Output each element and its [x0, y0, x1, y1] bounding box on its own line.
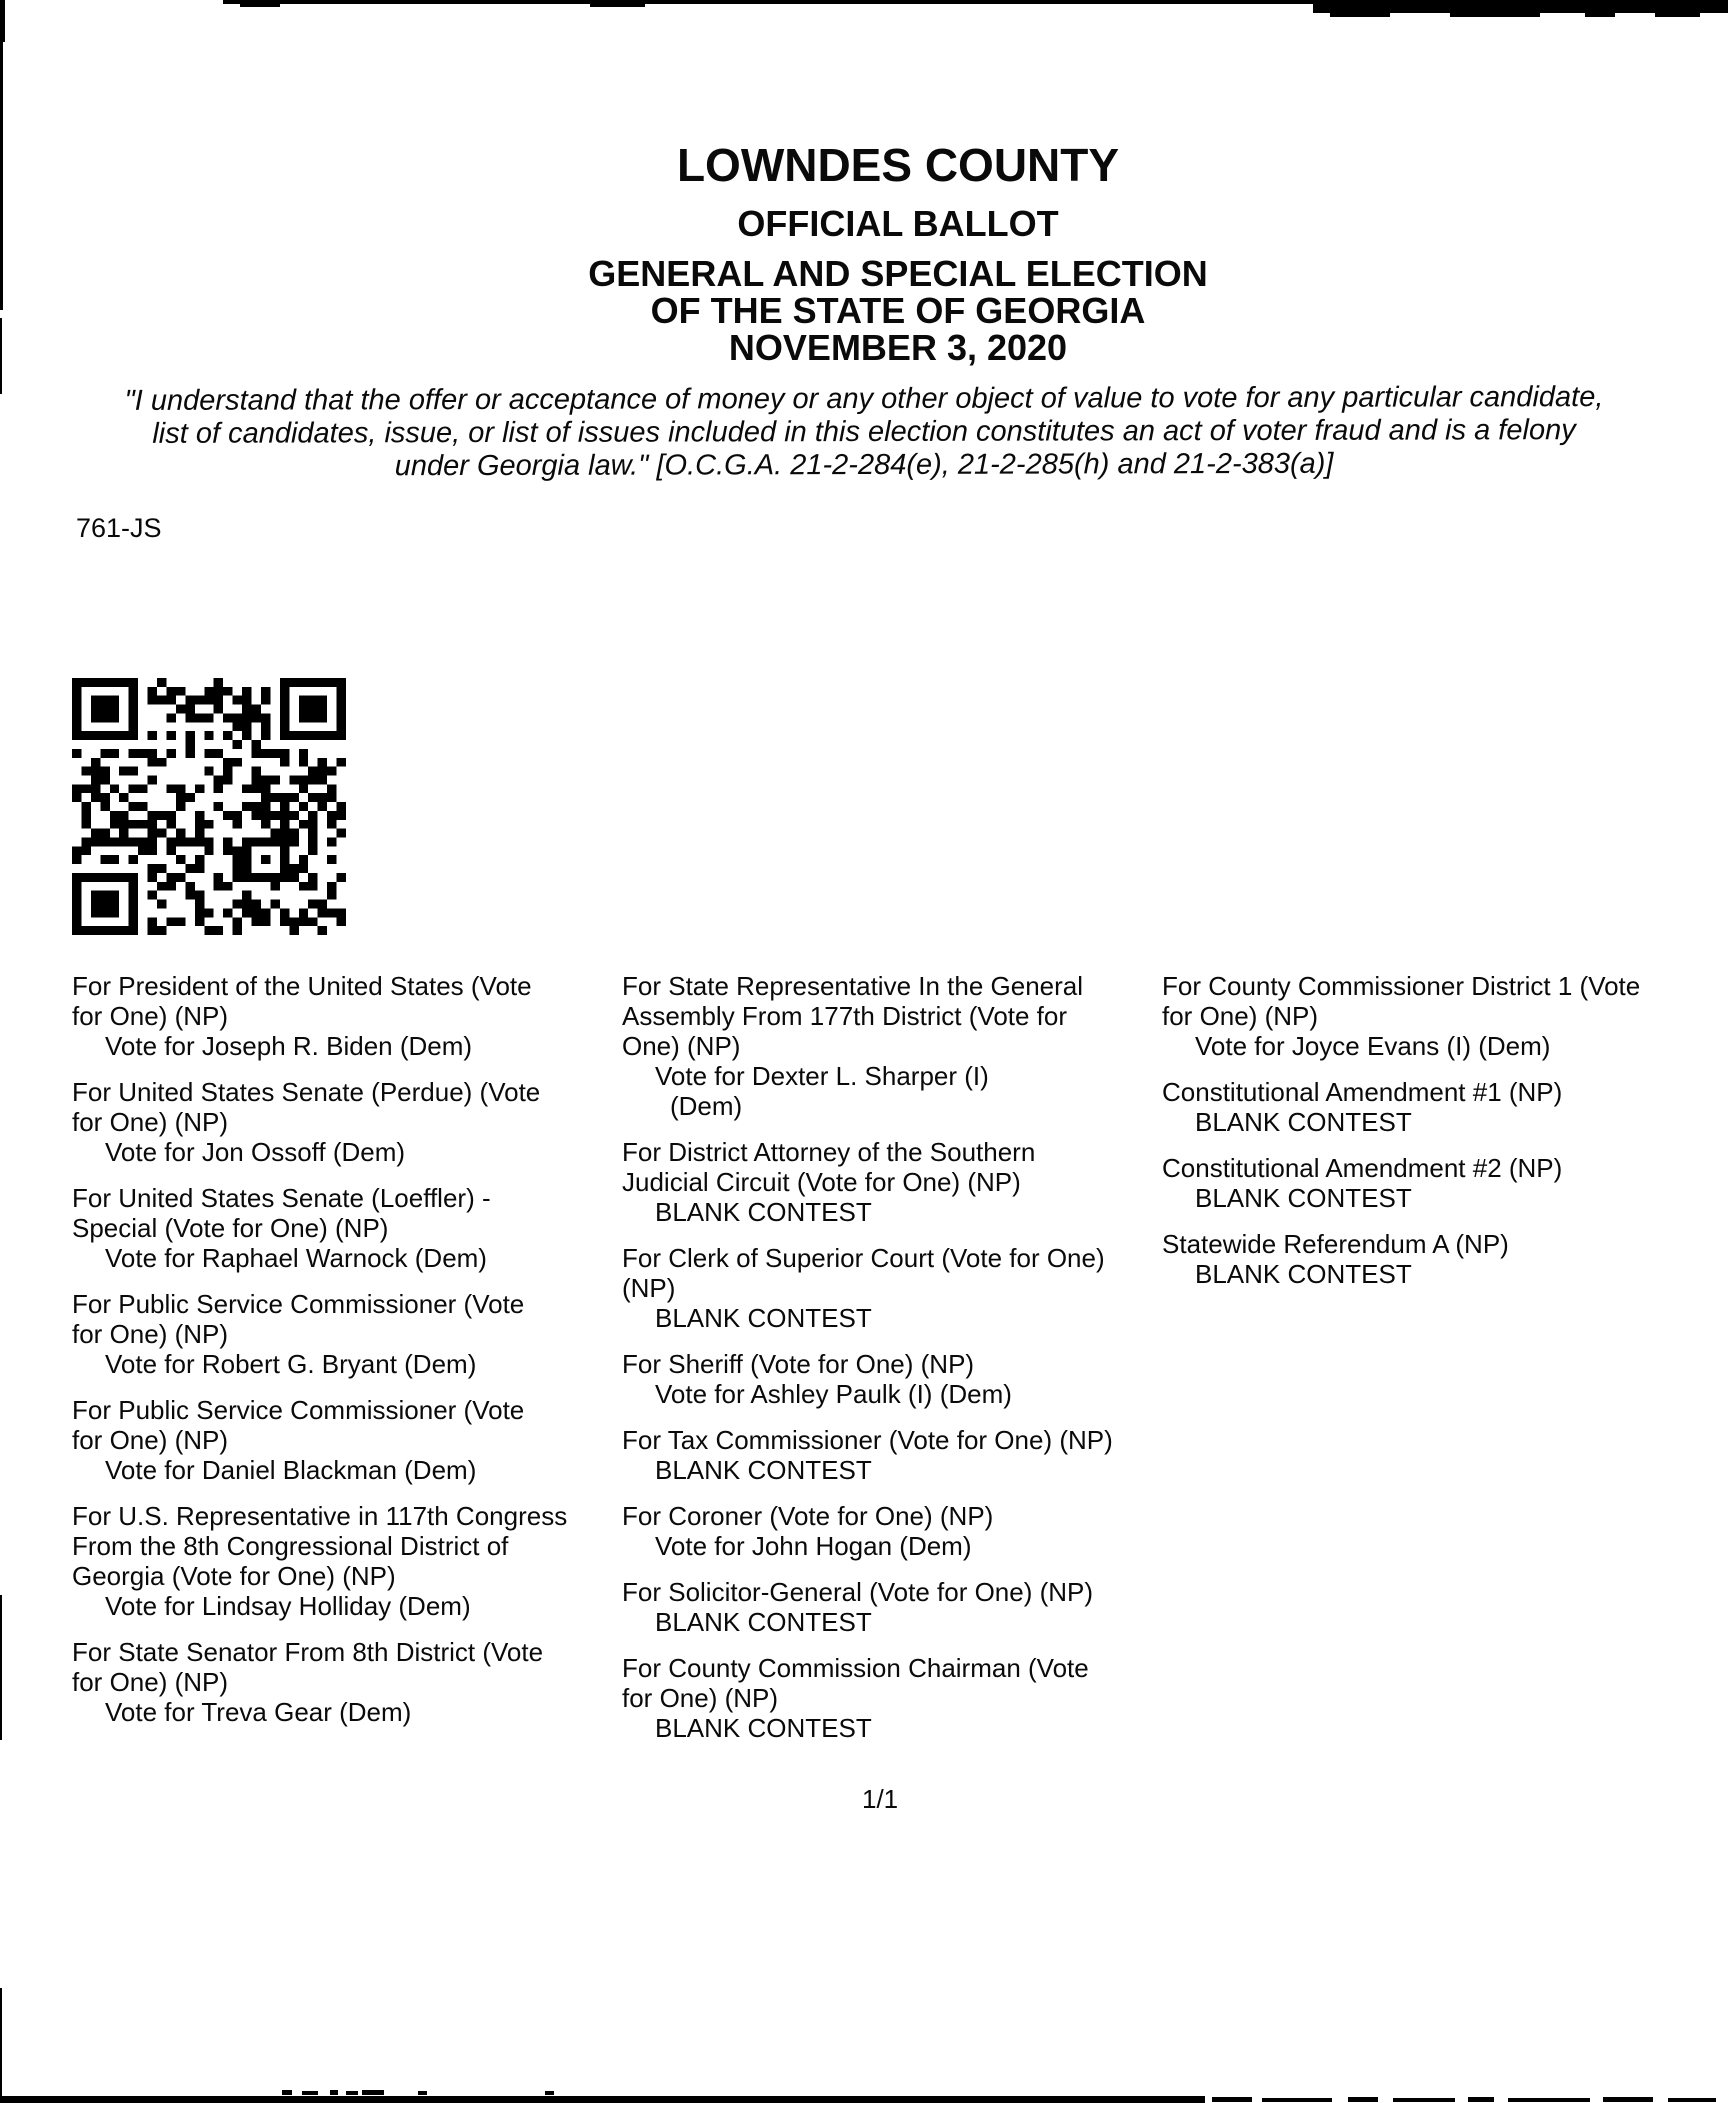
- scan-artifact: [362, 2090, 384, 2095]
- contest-selection-line: Vote for Dexter L. Sharper (I): [655, 1061, 989, 1091]
- contest-selection-line: BLANK CONTEST: [1195, 1107, 1412, 1137]
- contest: [72, 1077, 620, 1167]
- disclaimer-line: list of candidates, issue, or list of issues included in this election constitutes an act of voter fraud and is a felony: [152, 414, 1576, 450]
- scan-artifact: [0, 2096, 1205, 2103]
- scan-artifact: [1393, 2098, 1455, 2102]
- contest-title-line: For United States Senate (Perdue) (Vote: [72, 1077, 541, 1107]
- contest-title-line: for One) (NP): [1162, 1001, 1319, 1031]
- contest: [622, 1577, 1174, 1637]
- scan-artifact: [330, 2090, 338, 2095]
- contest: [622, 1243, 1174, 1333]
- contest-title-line: One) (NP): [622, 1031, 741, 1061]
- contest-title-line: Special (Vote for One) (NP): [72, 1213, 389, 1243]
- contest: [72, 1183, 620, 1273]
- contest-column-2: [622, 971, 1174, 1759]
- contest: [72, 1395, 620, 1485]
- contest-selection-line: Vote for Treva Gear (Dem): [105, 1697, 412, 1727]
- contest-title-line: For United States Senate (Loeffler) -: [72, 1183, 491, 1213]
- contest-selection-line: Vote for Lindsay Holliday (Dem): [105, 1591, 471, 1621]
- contest-title-line: (NP): [622, 1273, 676, 1303]
- contest-selection-line: BLANK CONTEST: [655, 1455, 872, 1485]
- scan-artifact: [1468, 2097, 1494, 2102]
- scan-artifact: [418, 2091, 427, 2095]
- contest-selection-line: Vote for Joseph R. Biden (Dem): [105, 1031, 473, 1061]
- scan-artifact: [282, 2090, 292, 2095]
- scan-artifact: [0, 0, 5, 42]
- ballot-style-code: 761-JS: [76, 513, 162, 543]
- contest-title-line: For State Senator From 8th District (Vote: [72, 1637, 544, 1667]
- contest-selection-line: (Dem): [670, 1091, 743, 1121]
- contest-selection-line: Vote for Daniel Blackman (Dem): [105, 1455, 477, 1485]
- contest-column-1: [72, 971, 620, 1743]
- contest-selection-line: Vote for Jon Ossoff (Dem): [105, 1137, 406, 1167]
- contest-title-line: for One) (NP): [72, 1425, 229, 1455]
- election-title: [70, 255, 1726, 366]
- scan-artifact: [1508, 2098, 1590, 2102]
- contest-title-line: Assembly From 177th District (Vote for: [622, 1001, 1068, 1031]
- contest-title-line: For Clerk of Superior Court (Vote for One): [622, 1243, 1105, 1273]
- scan-artifact: [346, 2091, 358, 2095]
- scan-artifact: [223, 0, 1315, 4]
- voter-fraud-disclaimer: [34, 381, 1694, 484]
- scan-artifact: [1212, 2097, 1252, 2102]
- election-title-line: OF THE STATE OF GEORGIA: [650, 290, 1146, 331]
- contest-selection-line: Vote for Joyce Evans (I) (Dem): [1195, 1031, 1551, 1061]
- scan-artifact: [0, 1988, 2, 2103]
- contest-title-line: For Tax Commissioner (Vote for One) (NP): [622, 1425, 1113, 1455]
- contest-title-line: For President of the United States (Vote: [72, 971, 532, 1001]
- scan-artifact: [545, 2091, 554, 2095]
- contest-column-3: [1162, 971, 1728, 1305]
- scan-artifact: [1603, 2097, 1653, 2102]
- ballot-type-title: OFFICIAL BALLOT: [737, 203, 1059, 244]
- contest-selection-line: BLANK CONTEST: [1195, 1183, 1412, 1213]
- contest: [622, 1501, 1174, 1561]
- contest-selection-line: BLANK CONTEST: [655, 1303, 872, 1333]
- scan-artifact: [240, 4, 280, 7]
- contest: [622, 1137, 1174, 1227]
- contest: [72, 1501, 620, 1621]
- election-title-line: GENERAL AND SPECIAL ELECTION: [588, 253, 1208, 294]
- scan-artifact: [1330, 13, 1390, 17]
- disclaimer-line: under Georgia law." [O.C.G.A. 21-2-284(e), 21-2-285(h) and 21-2-383(a)]: [394, 447, 1334, 483]
- contest: [1162, 1077, 1728, 1137]
- contest: [622, 1349, 1174, 1409]
- scan-artifact: [1262, 2098, 1332, 2102]
- contest-title-line: for One) (NP): [72, 1107, 229, 1137]
- contest: [1162, 971, 1728, 1061]
- contest-title-line: For District Attorney of the Southern: [622, 1137, 1036, 1167]
- contest: [1162, 1153, 1728, 1213]
- contest-title-line: For State Representative In the General: [622, 971, 1084, 1001]
- contest-title-line: For Public Service Commissioner (Vote: [72, 1289, 525, 1319]
- scan-artifact: [0, 42, 3, 310]
- contest: [72, 1289, 620, 1379]
- scan-artifact: [1450, 13, 1540, 17]
- contest-selection-line: BLANK CONTEST: [1195, 1259, 1412, 1289]
- contest-title-line: for One) (NP): [72, 1667, 229, 1697]
- election-title-line: NOVEMBER 3, 2020: [728, 327, 1068, 368]
- contest-title-line: Georgia (Vote for One) (NP): [72, 1561, 396, 1591]
- contest-title-line: For Public Service Commissioner (Vote: [72, 1395, 525, 1425]
- scan-artifact: [1348, 2097, 1378, 2102]
- contest-selection-line: BLANK CONTEST: [655, 1713, 872, 1743]
- contest-title-line: For County Commission Chairman (Vote: [622, 1653, 1089, 1683]
- page-number: 1/1: [862, 1784, 899, 1814]
- scan-artifact: [1668, 2098, 1716, 2102]
- contest-title-line: For U.S. Representative in 117th Congress: [72, 1501, 568, 1531]
- contest-title-line: Judicial Circuit (Vote for One) (NP): [622, 1167, 1021, 1197]
- contest-title-line: For County Commissioner District 1 (Vote: [1162, 971, 1641, 1001]
- disclaimer-line: "I understand that the offer or acceptance of money or any other object of value to vote for any particular candidate,: [124, 381, 1604, 417]
- qr-code: [72, 678, 346, 935]
- contest-title-line: Constitutional Amendment #1 (NP): [1162, 1077, 1563, 1107]
- scan-artifact: [1313, 0, 1728, 13]
- scan-artifact: [0, 318, 2, 394]
- contest-selection-line: Vote for John Hogan (Dem): [655, 1531, 972, 1561]
- contest: [72, 971, 620, 1061]
- contest-title-line: Statewide Referendum A (NP): [1162, 1229, 1509, 1259]
- contest-title-line: From the 8th Congressional District of: [72, 1531, 509, 1561]
- contest-title-line: for One) (NP): [72, 1001, 229, 1031]
- contest: [72, 1637, 620, 1727]
- contest: [622, 971, 1174, 1121]
- scan-artifact: [302, 2091, 318, 2095]
- contest-selection-line: Vote for Ashley Paulk (I) (Dem): [655, 1379, 1012, 1409]
- contest-title-line: Constitutional Amendment #2 (NP): [1162, 1153, 1563, 1183]
- contest-title-line: for One) (NP): [622, 1683, 779, 1713]
- scan-artifact: [0, 1595, 2, 1740]
- scan-artifact: [1655, 13, 1700, 17]
- contest-selection-line: BLANK CONTEST: [655, 1607, 872, 1637]
- scan-artifact: [590, 4, 645, 7]
- contest-title-line: For Solicitor-General (Vote for One) (NP): [622, 1577, 1094, 1607]
- county-title: LOWNDES COUNTY: [676, 139, 1120, 191]
- contest-title-line: For Sheriff (Vote for One) (NP): [622, 1349, 975, 1379]
- contest: [622, 1653, 1174, 1743]
- contest-title-line: For Coroner (Vote for One) (NP): [622, 1501, 994, 1531]
- contest-title-line: for One) (NP): [72, 1319, 229, 1349]
- contest: [1162, 1229, 1728, 1289]
- scan-artifact: [1585, 13, 1615, 17]
- contest-selection-line: Vote for Robert G. Bryant (Dem): [105, 1349, 477, 1379]
- contest: [622, 1425, 1174, 1485]
- contest-selection-line: BLANK CONTEST: [655, 1197, 872, 1227]
- contest-selection-line: Vote for Raphael Warnock (Dem): [105, 1243, 487, 1273]
